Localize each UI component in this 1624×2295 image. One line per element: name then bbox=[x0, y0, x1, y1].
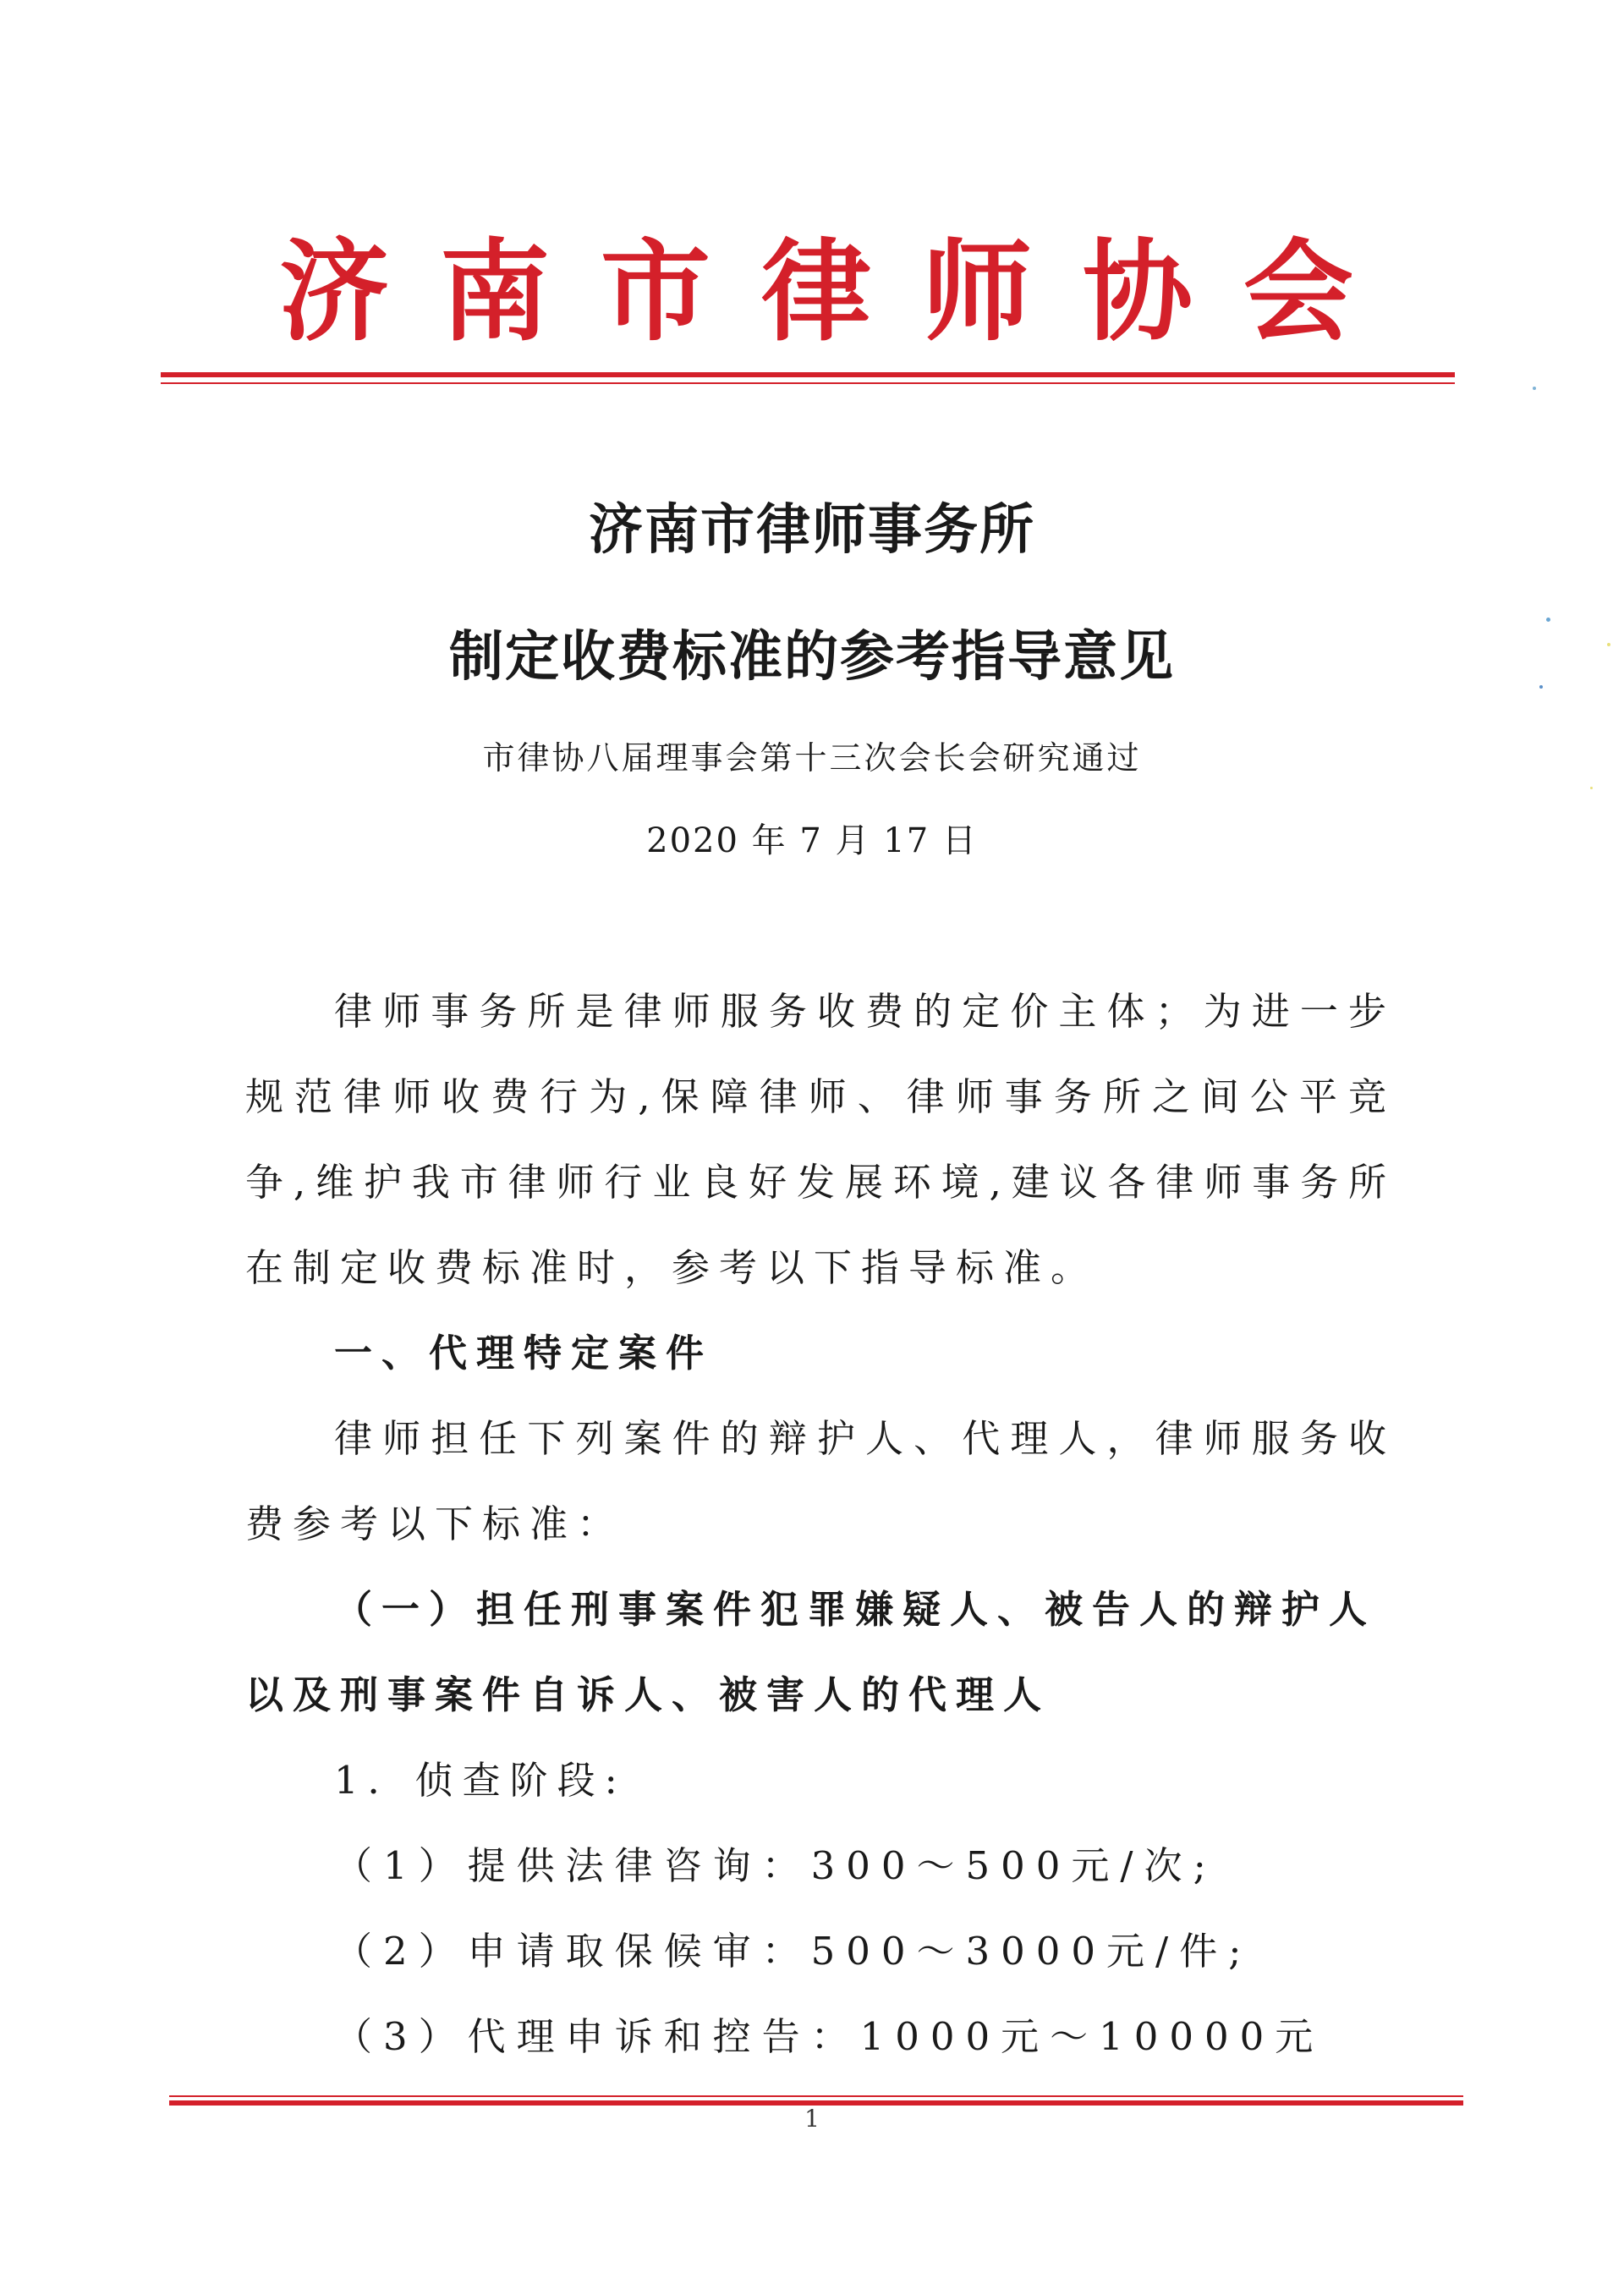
letterhead-rule-thick bbox=[161, 372, 1455, 377]
document-date: 2020 年 7 月 17 日 bbox=[646, 821, 978, 860]
section-heading: 一、代理特定案件 bbox=[334, 1331, 714, 1375]
subsection-heading: （一）担任刑事案件犯罪嫌疑人、被告人的辩护人以及刑事案件自诉人、被害人的代理人 bbox=[245, 1587, 1377, 1717]
scan-speck bbox=[1546, 618, 1550, 622]
letterhead-title bbox=[161, 216, 1463, 368]
letterhead-char: 师 bbox=[921, 227, 1032, 356]
fee-item: （3）代理申诉和控告：1000元～10000元 bbox=[334, 2014, 1325, 2059]
stage-heading: 1．侦查阶段: bbox=[334, 1758, 627, 1803]
fee-item: （1）提供法律咨询：300～500元/次; bbox=[334, 1843, 1217, 1888]
letterhead-char: 协 bbox=[1082, 227, 1193, 356]
letterhead-char: 会 bbox=[1243, 227, 1353, 356]
section-intro-paragraph: 律师担任下列案件的辩护人、代理人，律师服务收费参考以下标准： bbox=[245, 1416, 1396, 1546]
scan-speck bbox=[1533, 387, 1536, 390]
letterhead-rule-thin bbox=[161, 382, 1455, 384]
document-title-line-1: 济南市律师事务所 bbox=[589, 499, 1035, 562]
scan-speck bbox=[1590, 787, 1593, 789]
document-body bbox=[245, 969, 1396, 2079]
letterhead-char: 市 bbox=[600, 227, 710, 356]
document-subtitle: 市律协八届理事会第十三次会长会研究通过 bbox=[482, 739, 1142, 777]
letterhead-char: 南 bbox=[439, 227, 550, 356]
scan-speck bbox=[1607, 643, 1610, 646]
scan-speck bbox=[1539, 685, 1543, 689]
document-title-line-2: 制定收费标准的参考指导意见 bbox=[449, 626, 1175, 689]
page-number: 1 bbox=[804, 2105, 820, 2133]
letterhead-char: 济 bbox=[279, 227, 390, 356]
intro-paragraph: 律师事务所是律师服务收费的定价主体；为进一步规范律师收费行为,保障律师、律师事务所之间公平竞争,维护我市律师行业良好发展环境,建议各律师事务所在制定收费标准时，参考以下指导标准。 bbox=[245, 989, 1396, 1290]
letterhead-char: 律 bbox=[760, 227, 871, 356]
footer-rule-thin bbox=[169, 2095, 1463, 2097]
fee-item: （2）申请取保候审：500～3000元/件; bbox=[334, 1929, 1253, 1974]
